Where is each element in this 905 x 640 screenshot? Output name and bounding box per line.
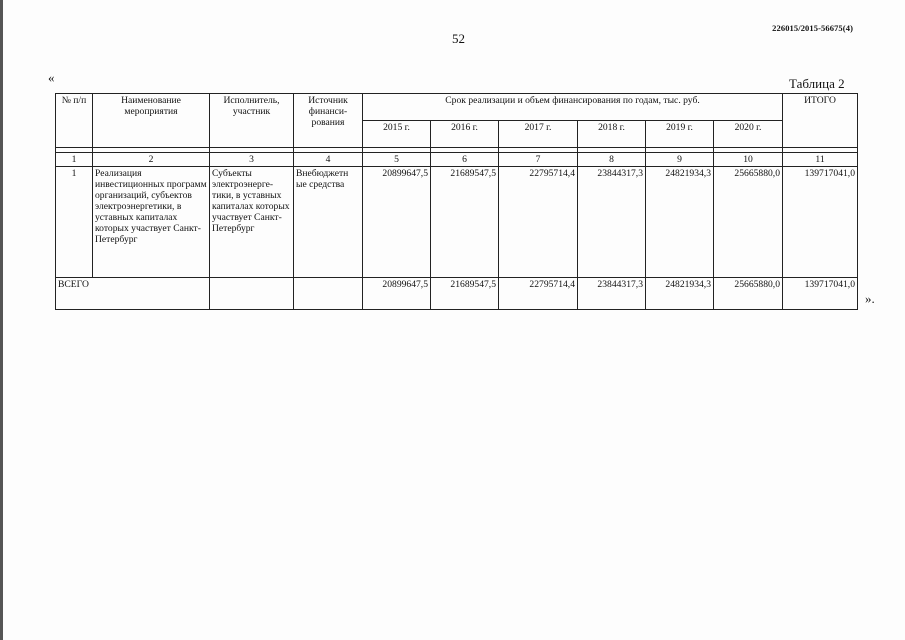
header-year: 2015 г.	[363, 121, 431, 148]
row-source: Внебюджетн ые средства	[294, 167, 363, 278]
total-row	[56, 278, 858, 310]
opening-quote: «	[48, 70, 55, 85]
column-number: 7	[499, 153, 578, 167]
page-number: 52	[452, 31, 465, 46]
header-num: № п/п	[56, 94, 93, 148]
row-name: Реализация инвестиционных программ организаций, субъектов электроэнергетики, в уставных капиталах которых участвует Санкт-Петербург	[93, 167, 210, 278]
header-year: 2020 г.	[714, 121, 783, 148]
total-value: 21689547,5	[431, 278, 499, 310]
total-label: ВСЕГО	[56, 278, 210, 310]
column-number: 6	[431, 153, 499, 167]
total-value: 24821934,3	[646, 278, 714, 310]
column-number: 1	[56, 153, 93, 167]
header-year: 2017 г.	[499, 121, 578, 148]
column-number: 9	[646, 153, 714, 167]
table-caption: Таблица 2	[789, 76, 845, 91]
table-row	[56, 167, 858, 278]
row-value: 21689547,5	[431, 167, 499, 278]
header-source: Источник финанси-рования	[294, 94, 363, 148]
row-value: 22795714,4	[499, 167, 578, 278]
total-value: 20899647,5	[363, 278, 431, 310]
column-number: 11	[783, 153, 858, 167]
column-number: 5	[363, 153, 431, 167]
row-executor: Субъекты электроэнерге-тики, в уставных капиталах которых участвует Санкт-Петербург	[210, 167, 294, 278]
column-number-row	[56, 153, 858, 167]
header-year: 2019 г.	[646, 121, 714, 148]
column-number: 4	[294, 153, 363, 167]
total-value: 25665880,0	[714, 278, 783, 310]
document-id: 226015/2015-56675(4)	[772, 23, 853, 33]
row-value: 23844317,3	[578, 167, 646, 278]
column-number: 2	[93, 153, 210, 167]
header-name: Наименование мероприятия	[93, 94, 210, 148]
header-period: Срок реализации и объем финансирования по годам, тыс. руб.	[363, 94, 783, 121]
financing-table	[55, 93, 858, 310]
scan-edge	[0, 0, 3, 640]
total-value: 23844317,3	[578, 278, 646, 310]
column-number: 8	[578, 153, 646, 167]
closing-quote: ».	[865, 291, 875, 306]
header-total: ИТОГО	[783, 94, 858, 148]
header-executor: Исполнитель, участник	[210, 94, 294, 148]
column-number: 3	[210, 153, 294, 167]
total-executor-empty	[210, 278, 294, 310]
total-value: 22795714,4	[499, 278, 578, 310]
header-year: 2016 г.	[431, 121, 499, 148]
row-value: 24821934,3	[646, 167, 714, 278]
row-total: 139717041,0	[783, 167, 858, 278]
grand-total: 139717041,0	[783, 278, 858, 310]
header-year: 2018 г.	[578, 121, 646, 148]
row-value: 25665880,0	[714, 167, 783, 278]
total-source-empty	[294, 278, 363, 310]
row-value: 20899647,5	[363, 167, 431, 278]
column-number: 10	[714, 153, 783, 167]
row-num: 1	[56, 167, 93, 278]
